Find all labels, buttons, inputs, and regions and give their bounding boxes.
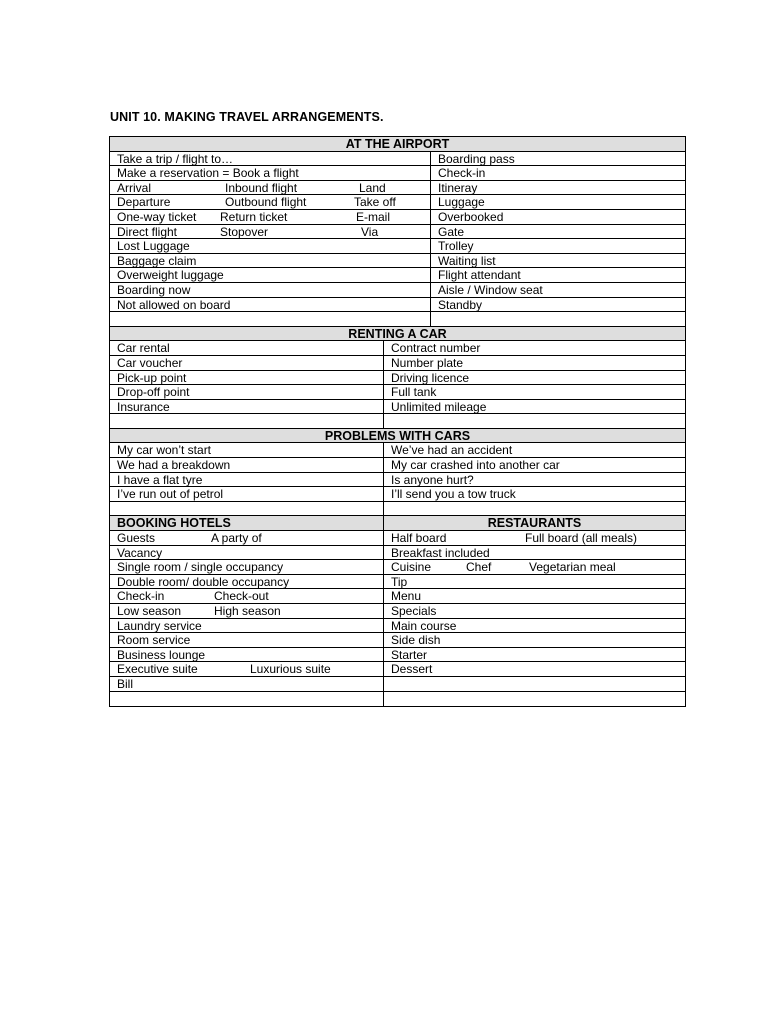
- vocab-term: Number plate: [391, 355, 464, 370]
- table-cell: [431, 181, 685, 195]
- vocab-term: Gate: [438, 224, 465, 239]
- vocab-term: I’ll send you a tow truck: [391, 487, 516, 501]
- vocab-term: Car voucher: [117, 355, 183, 370]
- table-cell: [384, 662, 685, 676]
- table-row: [110, 633, 685, 648]
- vocab-term: Pick-up point: [117, 370, 187, 385]
- vocab-term: High season: [214, 604, 281, 618]
- vocab-term: Standby: [438, 297, 483, 312]
- table-cell: [384, 589, 685, 603]
- vocab-term: My car won’t start: [117, 443, 212, 458]
- vocab-term: E-mail: [356, 209, 391, 224]
- table-row: [110, 531, 685, 546]
- table-cell: [431, 312, 685, 326]
- vocab-term: Starter: [391, 647, 428, 662]
- table-row: [110, 268, 685, 283]
- vocab-term: Baggage claim: [117, 253, 197, 268]
- table-row: [110, 298, 685, 313]
- table-cell: [110, 662, 384, 676]
- table-row: [110, 560, 685, 575]
- section-header-renting-car: RENTING A CAR: [110, 327, 685, 342]
- table-row: [110, 312, 685, 327]
- vocab-term: I’ve run out of petrol: [117, 487, 224, 501]
- vocab-term: Land: [359, 180, 386, 195]
- table-row: [110, 662, 685, 677]
- vocab-term: Contract number: [391, 341, 481, 355]
- table-cell: [110, 414, 384, 428]
- table-cell: [431, 195, 685, 209]
- table-cell: [110, 298, 431, 312]
- vocab-term: Outbound flight: [225, 195, 307, 209]
- vocab-term: Make a reservation = Book a flight: [117, 166, 299, 180]
- table-row: [110, 385, 685, 400]
- vocab-term: We’ve had an accident: [391, 443, 513, 458]
- table-row: [110, 414, 685, 429]
- vocab-term: Return ticket: [220, 209, 288, 224]
- table-cell: [110, 575, 384, 589]
- table-cell: [384, 385, 685, 399]
- table-cell: [384, 502, 685, 516]
- table-row: [110, 487, 685, 502]
- table-cell: [110, 181, 431, 195]
- table-cell: [384, 443, 685, 457]
- table-row: [110, 619, 685, 634]
- table-row: [110, 692, 685, 707]
- vocab-term: My car crashed into another car: [391, 458, 560, 472]
- vocab-term: Executive suite: [117, 662, 198, 676]
- vocab-term: One-way ticket: [117, 209, 197, 224]
- vocab-term: Check-in: [438, 166, 486, 180]
- table-cell: [110, 502, 384, 516]
- vocab-term: Main course: [391, 618, 457, 633]
- table-cell: [110, 371, 384, 385]
- table-cell: [431, 210, 685, 224]
- table-cell: [431, 268, 685, 282]
- renting-car-section: [110, 341, 685, 429]
- table-cell: [110, 458, 384, 472]
- table-cell: [110, 341, 384, 355]
- vocab-term: Full tank: [391, 385, 437, 399]
- table-row: [110, 443, 685, 458]
- vocab-term: Via: [361, 224, 379, 239]
- table-cell: [384, 531, 685, 545]
- table-cell: [431, 283, 685, 297]
- table-cell: [110, 473, 384, 487]
- vocab-term: Side dish: [391, 633, 441, 647]
- vocab-term: Boarding pass: [438, 151, 515, 166]
- vocab-term: Vacancy: [117, 545, 163, 560]
- vocab-term: Boarding now: [117, 282, 191, 297]
- vocab-term: Is anyone hurt?: [391, 472, 474, 487]
- restaurants-header: RESTAURANTS: [487, 516, 582, 531]
- table-row: [110, 210, 685, 225]
- table-row: [110, 575, 685, 590]
- table-row: [110, 546, 685, 561]
- table-row: [110, 283, 685, 298]
- table-cell: [110, 443, 384, 457]
- vocab-term: Unlimited mileage: [391, 399, 487, 414]
- table-row: [110, 239, 685, 254]
- table-cell: [431, 239, 685, 253]
- vocab-term: Full board (all meals): [525, 531, 638, 545]
- vocab-term: Inbound flight: [225, 180, 298, 195]
- table-cell: [384, 400, 685, 414]
- vocab-term: Laundry service: [117, 618, 202, 633]
- table-cell: [384, 356, 685, 370]
- vocabulary-table: [109, 136, 686, 707]
- table-row: [110, 356, 685, 371]
- table-cell: [384, 619, 685, 633]
- vocab-term: Dessert: [391, 662, 433, 676]
- vocab-term: Breakfast included: [391, 545, 490, 560]
- table-row: [110, 341, 685, 356]
- vocab-term: Cuisine: [391, 560, 432, 574]
- table-cell: [384, 560, 685, 574]
- vocab-term: Tip: [391, 574, 408, 589]
- table-cell: [110, 648, 384, 662]
- table-cell: [110, 487, 384, 501]
- vocab-term: Direct flight: [117, 224, 178, 239]
- vocab-term: Chef: [466, 560, 492, 574]
- vocab-term: Luggage: [438, 195, 485, 209]
- table-row: [110, 604, 685, 619]
- table-cell: [110, 385, 384, 399]
- table-cell: [384, 648, 685, 662]
- table-cell: [110, 268, 431, 282]
- table-cell: [110, 254, 431, 268]
- table-cell: [431, 225, 685, 239]
- table-cell: [384, 487, 685, 501]
- vocab-term: Overbooked: [438, 209, 504, 224]
- table-cell: [110, 283, 431, 297]
- vocab-term: I have a flat tyre: [117, 472, 203, 487]
- vocab-term: Check-out: [214, 589, 269, 603]
- table-cell: [110, 589, 384, 603]
- page-title: UNIT 10. MAKING TRAVEL ARRANGEMENTS.: [110, 110, 384, 124]
- vocab-term: Vegetarian meal: [529, 560, 616, 574]
- table-cell: [384, 633, 685, 647]
- table-row: [110, 589, 685, 604]
- table-row: [110, 195, 685, 210]
- table-row: [110, 458, 685, 473]
- table-cell: [110, 546, 384, 560]
- vocab-term: Low season: [117, 604, 182, 618]
- vocab-term: Itineray: [438, 180, 478, 195]
- vocab-term: Half board: [391, 531, 447, 545]
- vocab-term: We had a breakdown: [117, 458, 231, 472]
- vocab-term: Insurance: [117, 399, 170, 414]
- vocab-term: Flight attendant: [438, 268, 521, 282]
- table-cell: [384, 341, 685, 355]
- table-cell: [384, 692, 685, 707]
- table-cell: [384, 473, 685, 487]
- table-cell: [110, 166, 431, 180]
- table-row: [110, 473, 685, 488]
- vocab-term: Specials: [391, 604, 437, 618]
- table-cell: [384, 604, 685, 618]
- table-cell: [110, 400, 384, 414]
- vocab-term: Lost Luggage: [117, 239, 190, 253]
- table-cell: [110, 210, 431, 224]
- table-cell: [431, 166, 685, 180]
- table-cell: [110, 195, 431, 209]
- table-cell: [384, 371, 685, 385]
- vocab-term: Not allowed on board: [117, 297, 231, 312]
- table-row: [110, 152, 685, 167]
- table-cell: [431, 254, 685, 268]
- vocab-term: Menu: [391, 589, 422, 603]
- table-cell: [110, 152, 431, 166]
- car-problems-section: [110, 443, 685, 516]
- table-cell: [110, 604, 384, 618]
- vocab-term: Single room / single occupancy: [117, 560, 284, 574]
- vocab-term: Stopover: [220, 224, 269, 239]
- table-cell: [110, 356, 384, 370]
- hotels-restaurants-section: [110, 531, 685, 706]
- table-row: [110, 225, 685, 240]
- table-cell: [384, 677, 685, 691]
- airport-section: [110, 152, 685, 327]
- table-cell: [110, 531, 384, 545]
- vocab-term: Drop-off point: [117, 385, 190, 399]
- vocab-term: Business lounge: [117, 647, 206, 662]
- section-header-car-problems: PROBLEMS WITH CARS: [110, 429, 685, 444]
- table-cell: [110, 312, 431, 326]
- table-cell: [110, 619, 384, 633]
- table-row: [110, 166, 685, 181]
- vocab-term: Luxurious suite: [250, 662, 331, 676]
- table-cell: [384, 458, 685, 472]
- table-cell: [384, 414, 685, 428]
- table-cell: [110, 560, 384, 574]
- vocab-term: Check-in: [117, 589, 165, 603]
- table-row: [110, 254, 685, 269]
- table-cell: [110, 633, 384, 647]
- section-header-hotels-restaurants: [110, 516, 685, 531]
- vocab-term: Overweight luggage: [117, 268, 224, 282]
- vocab-term: Departure: [117, 195, 171, 209]
- table-cell: [110, 677, 384, 691]
- table-cell: [431, 298, 685, 312]
- section-header-airport: AT THE AIRPORT: [110, 137, 685, 152]
- table-cell: [110, 225, 431, 239]
- vocab-term: Driving licence: [391, 370, 470, 385]
- vocab-term: Take a trip / flight to…: [117, 151, 234, 166]
- table-cell: [110, 692, 384, 707]
- vocab-term: Car rental: [117, 341, 170, 355]
- table-row: [110, 181, 685, 196]
- table-row: [110, 371, 685, 386]
- vocab-term: Room service: [117, 633, 191, 647]
- vocab-term: Trolley: [438, 239, 474, 253]
- table-row: [110, 400, 685, 415]
- vocab-term: A party of: [211, 531, 262, 545]
- booking-hotels-header: BOOKING HOTELS: [110, 516, 384, 530]
- vocab-term: Waiting list: [438, 253, 496, 268]
- table-cell: [431, 152, 685, 166]
- table-row: [110, 677, 685, 692]
- table-cell: [384, 546, 685, 560]
- vocab-term: Double room/ double occupancy: [117, 574, 290, 589]
- vocab-term: Bill: [117, 676, 134, 691]
- vocab-term: Aisle / Window seat: [438, 282, 543, 297]
- table-cell: [110, 239, 431, 253]
- table-cell: [384, 575, 685, 589]
- vocab-term: Guests: [117, 531, 156, 545]
- vocab-term: Take off: [354, 195, 396, 209]
- table-row: [110, 502, 685, 517]
- vocab-term: Arrival: [117, 180, 152, 195]
- table-row: [110, 648, 685, 663]
